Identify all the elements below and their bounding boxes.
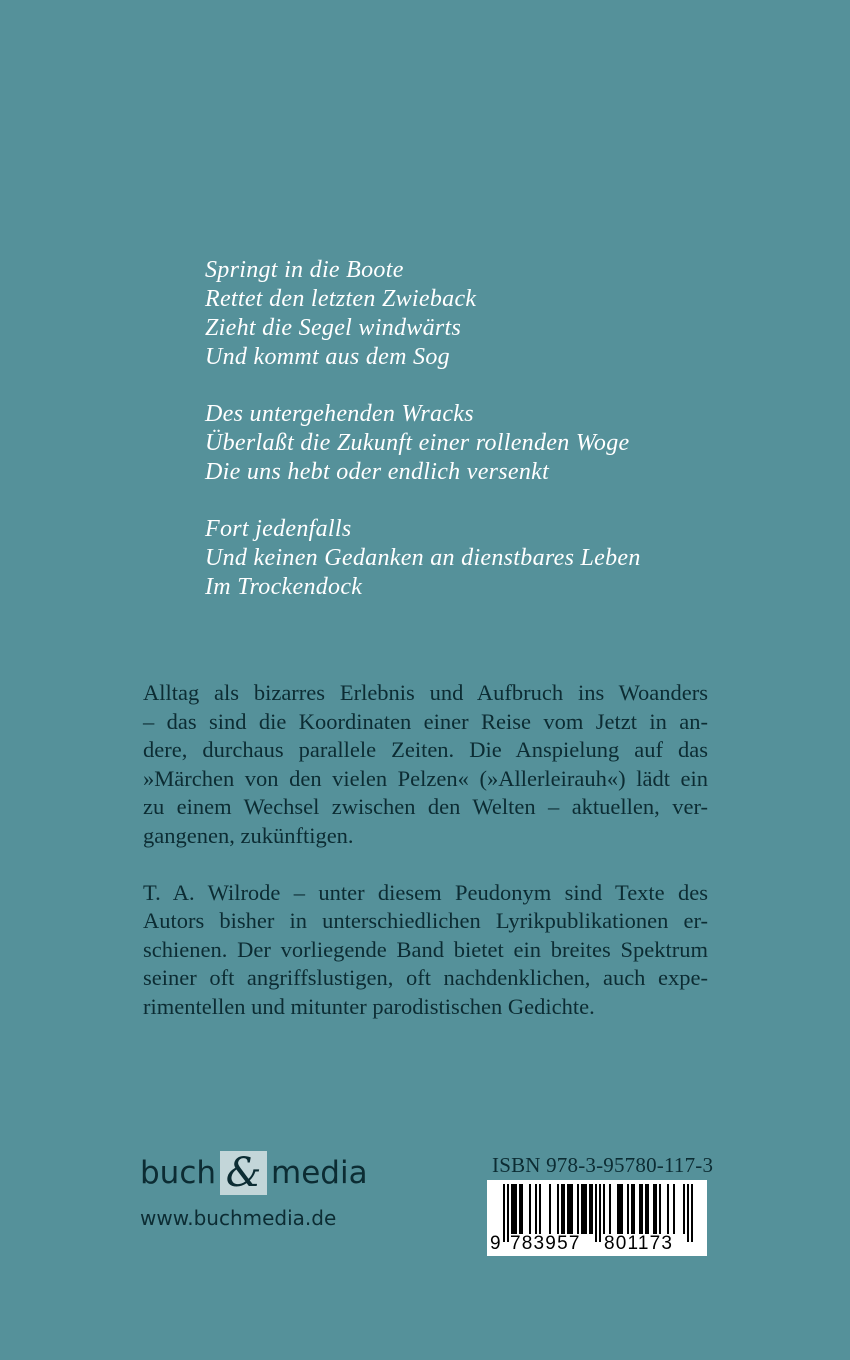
blurb-line: T. A. Wilrode – unter diesem Peudonym sind Texte des xyxy=(143,879,708,905)
logo-word-buch: buch xyxy=(140,1155,217,1191)
barcode-bar xyxy=(591,1184,593,1234)
blurb-paragraph-author xyxy=(143,879,708,1022)
poem-line: Springt in die Boote xyxy=(205,257,404,283)
barcode-bar xyxy=(627,1184,629,1234)
logo-ampersand-box xyxy=(220,1151,267,1195)
blurb-line: schienen. Der vorliegende Band bietet ein breites Spektrum xyxy=(143,936,708,962)
barcode-bar xyxy=(569,1184,571,1234)
logo-ampersand: & xyxy=(225,1150,262,1196)
publisher-block xyxy=(140,1150,400,1240)
barcode-bar xyxy=(581,1184,583,1234)
barcode-bar xyxy=(617,1184,619,1234)
barcode-bar xyxy=(647,1184,649,1234)
barcode-bar xyxy=(557,1184,559,1234)
barcode-digits-right: 801173 xyxy=(604,1233,674,1254)
poem-line: Die uns hebt oder endlich versenkt xyxy=(205,459,550,485)
barcode-bar xyxy=(511,1184,513,1234)
barcode-digit-lead: 9 xyxy=(490,1233,501,1254)
poem-line: Des untergehenden Wracks xyxy=(205,401,474,427)
barcode-bar xyxy=(603,1184,605,1234)
poem-line: Im Trockendock xyxy=(205,574,363,600)
poem-line: Und kommt aus dem Sog xyxy=(205,344,450,370)
poem-line: Rettet den letzten Zwieback xyxy=(205,286,477,312)
barcode-bar xyxy=(571,1184,573,1234)
barcode-bar xyxy=(583,1184,585,1234)
blurb-line: Autors bisher in unterschiedlichen Lyrikpublikationen er- xyxy=(143,908,708,934)
blurb-line: – das sind die Koordinaten einer Reise vom Jetzt in an- xyxy=(143,708,708,734)
barcode-bar xyxy=(683,1184,685,1234)
barcode-bar xyxy=(521,1184,523,1234)
poem-stanza-3 xyxy=(205,515,825,602)
barcode-bar xyxy=(641,1184,643,1234)
barcode-bar xyxy=(673,1184,675,1234)
poem-line: Zieht die Segel windwärts xyxy=(205,315,462,341)
barcode-bar xyxy=(515,1184,517,1234)
barcode-bar xyxy=(535,1184,537,1234)
barcode-digits xyxy=(487,1233,707,1255)
barcode-bar xyxy=(631,1184,633,1234)
barcode-bar xyxy=(513,1184,515,1234)
barcode-bar xyxy=(655,1184,657,1234)
isbn-label: ISBN 978-3-95780-117-3 xyxy=(492,1153,714,1177)
blurb-line: rimentellen und mitunter parodistischen Gedichte. xyxy=(143,993,595,1019)
barcode-bar xyxy=(667,1184,669,1234)
blurb-line: gangenen, zukünftigen. xyxy=(143,822,354,848)
poem-line: Und keinen Gedanken an dienstbares Leben xyxy=(205,545,641,571)
barcode-bar xyxy=(577,1184,579,1234)
barcode-bar xyxy=(585,1184,587,1234)
barcode-bar xyxy=(561,1184,563,1234)
barcode-bar xyxy=(567,1184,569,1234)
logo-word-media: media xyxy=(271,1155,368,1191)
barcode-bar xyxy=(609,1184,611,1234)
blurb-line: zu einem Wechsel zwischen den Welten – aktuellen, ver- xyxy=(143,794,708,820)
barcode-bar xyxy=(645,1184,647,1234)
blurb-paragraph-book xyxy=(143,679,708,851)
barcode-digits-left: 783957 xyxy=(510,1233,581,1254)
poem-line: Überlaßt die Zukunft einer rollenden Woge xyxy=(205,430,630,456)
barcode-bar xyxy=(563,1184,565,1234)
blurb-line: Alltag als bizarres Erlebnis und Aufbruch ins Woanders xyxy=(143,680,708,705)
barcode-bar xyxy=(519,1184,521,1234)
barcode-bar xyxy=(619,1184,621,1234)
barcode-bar xyxy=(549,1184,551,1234)
barcode-bar xyxy=(589,1184,591,1234)
barcode-bar xyxy=(539,1184,541,1234)
barcode-bar xyxy=(621,1184,623,1234)
blurb xyxy=(143,679,708,1050)
poem xyxy=(205,256,825,630)
isbn-barcode xyxy=(487,1180,707,1256)
barcode-bar xyxy=(659,1184,661,1234)
publisher-website: www.buchmedia.de xyxy=(140,1206,337,1230)
barcode-bar xyxy=(639,1184,641,1234)
blurb-line: dere, durchaus parallele Zeiten. Die Anspielung auf das xyxy=(143,737,708,763)
poem-stanza-2 xyxy=(205,400,825,487)
barcode-bar xyxy=(653,1184,655,1234)
blurb-line: »Märchen von den vielen Pelzen« (»Allerleirauh«) lädt ein xyxy=(143,765,708,791)
poem-stanza-1 xyxy=(205,256,825,372)
barcode-bar xyxy=(529,1184,531,1234)
poem-line: Fort jedenfalls xyxy=(205,516,352,542)
publisher-logo xyxy=(140,1150,400,1196)
blurb-line: seiner oft angriffslustigen, oft nachdenklichen, auch expe- xyxy=(143,965,708,991)
barcode-bar xyxy=(633,1184,635,1234)
